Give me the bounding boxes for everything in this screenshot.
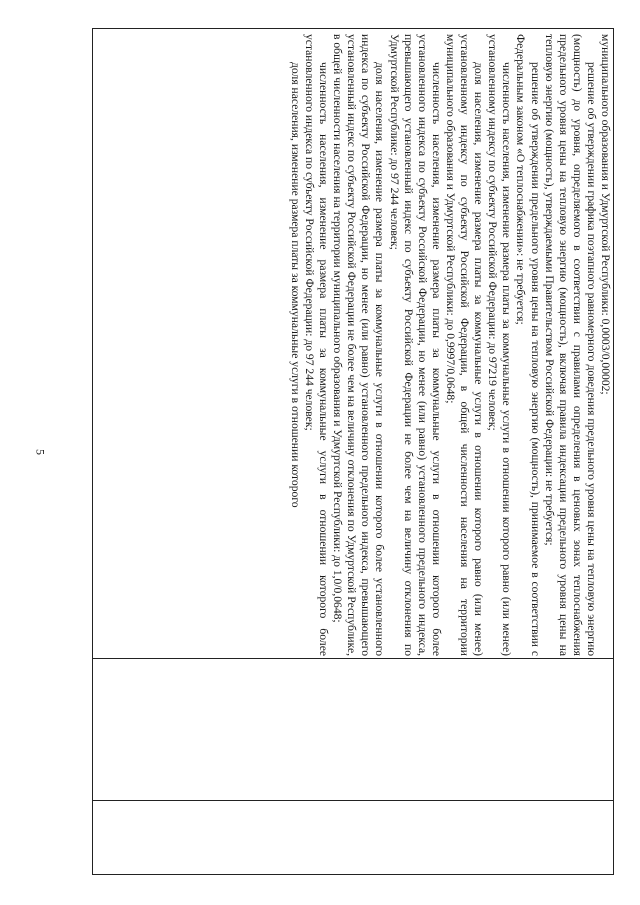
table-border-right xyxy=(613,28,614,875)
paragraph: решение об утверждении графика поэтапного равномерного доведения предельного уровня цены на тепловую энергию (мощность) до уровня, определяемого в соответствии с правилами определения в ценовых зонах теплоснабжения предельного уровня цены на тепловую энергию (мощность), включая правила индексации предельного уровня цены на тепловую энергию (мощность), утверждаемыми Правительством Российской Федерации: не требуется; xyxy=(542,34,598,656)
table-column-divider-2 xyxy=(92,800,614,801)
table-border-top xyxy=(92,28,614,29)
paragraph: численность населения, изменение размера платы за коммунальные услуги в отношении которого более установленного индекса по субъекту Российской Федерации, но менее (или равно) установленного предельного индекса, превышающего установленный индекс по субъекту Российской Федерации не более чем на величину отклонения по Удмуртской Республике: до 97 244 человек; xyxy=(387,34,443,656)
paragraph: доля населения, изменение размера платы за коммунальные услуги в отношении которого равно (или менее) установленному индексу по субъекту Российской Федерации, в общей численности населения на территории муниципального образования и Удмуртской Республики: до 0,9997/0,0648; xyxy=(443,34,486,656)
table-text-cell xyxy=(95,30,612,660)
table-border-left xyxy=(92,28,93,875)
paragraph: муниципального образования и Удмуртской Республики: 0,0003/0,00002; xyxy=(599,34,612,395)
page-number: 5 xyxy=(33,449,48,455)
paragraph: решение об утверждении предельного уровня цены на тепловую энергию (мощность), принимаемое в соответствии с Федеральным законом «О теплоснабжении»: не требуется; xyxy=(514,34,542,656)
paragraph: доля населения, изменение размера платы за коммунальные услуги в отношении которого более установленного индекса по субъекту Российской Федерации, но менее (или равно) установленного предельного индекса, превышающего установленный индекс по субъекту Российской Федерации не более чем на величину отклонения по Удмуртской Республике, в общей численности населения на территории муниципального образования и Удмуртской Республики: до 1,0/0,0648; xyxy=(331,34,387,656)
paragraph: численность населения, изменение размера платы за коммунальные услуги в отношении которого равно (или менее) установленному индексу по субъекту Российской Федерации: до 97219 человек; xyxy=(486,34,514,656)
paragraph: численность населения, изменение размера платы за коммунальные услуги в отношении которого более установленного индекса по субъекту Российской Федерации: до 97 244 человек; xyxy=(303,34,331,656)
paragraph: доля населения, изменение размера платы за коммунальные услуги в отношении которого xyxy=(288,62,302,508)
table-border-bottom xyxy=(92,874,614,875)
